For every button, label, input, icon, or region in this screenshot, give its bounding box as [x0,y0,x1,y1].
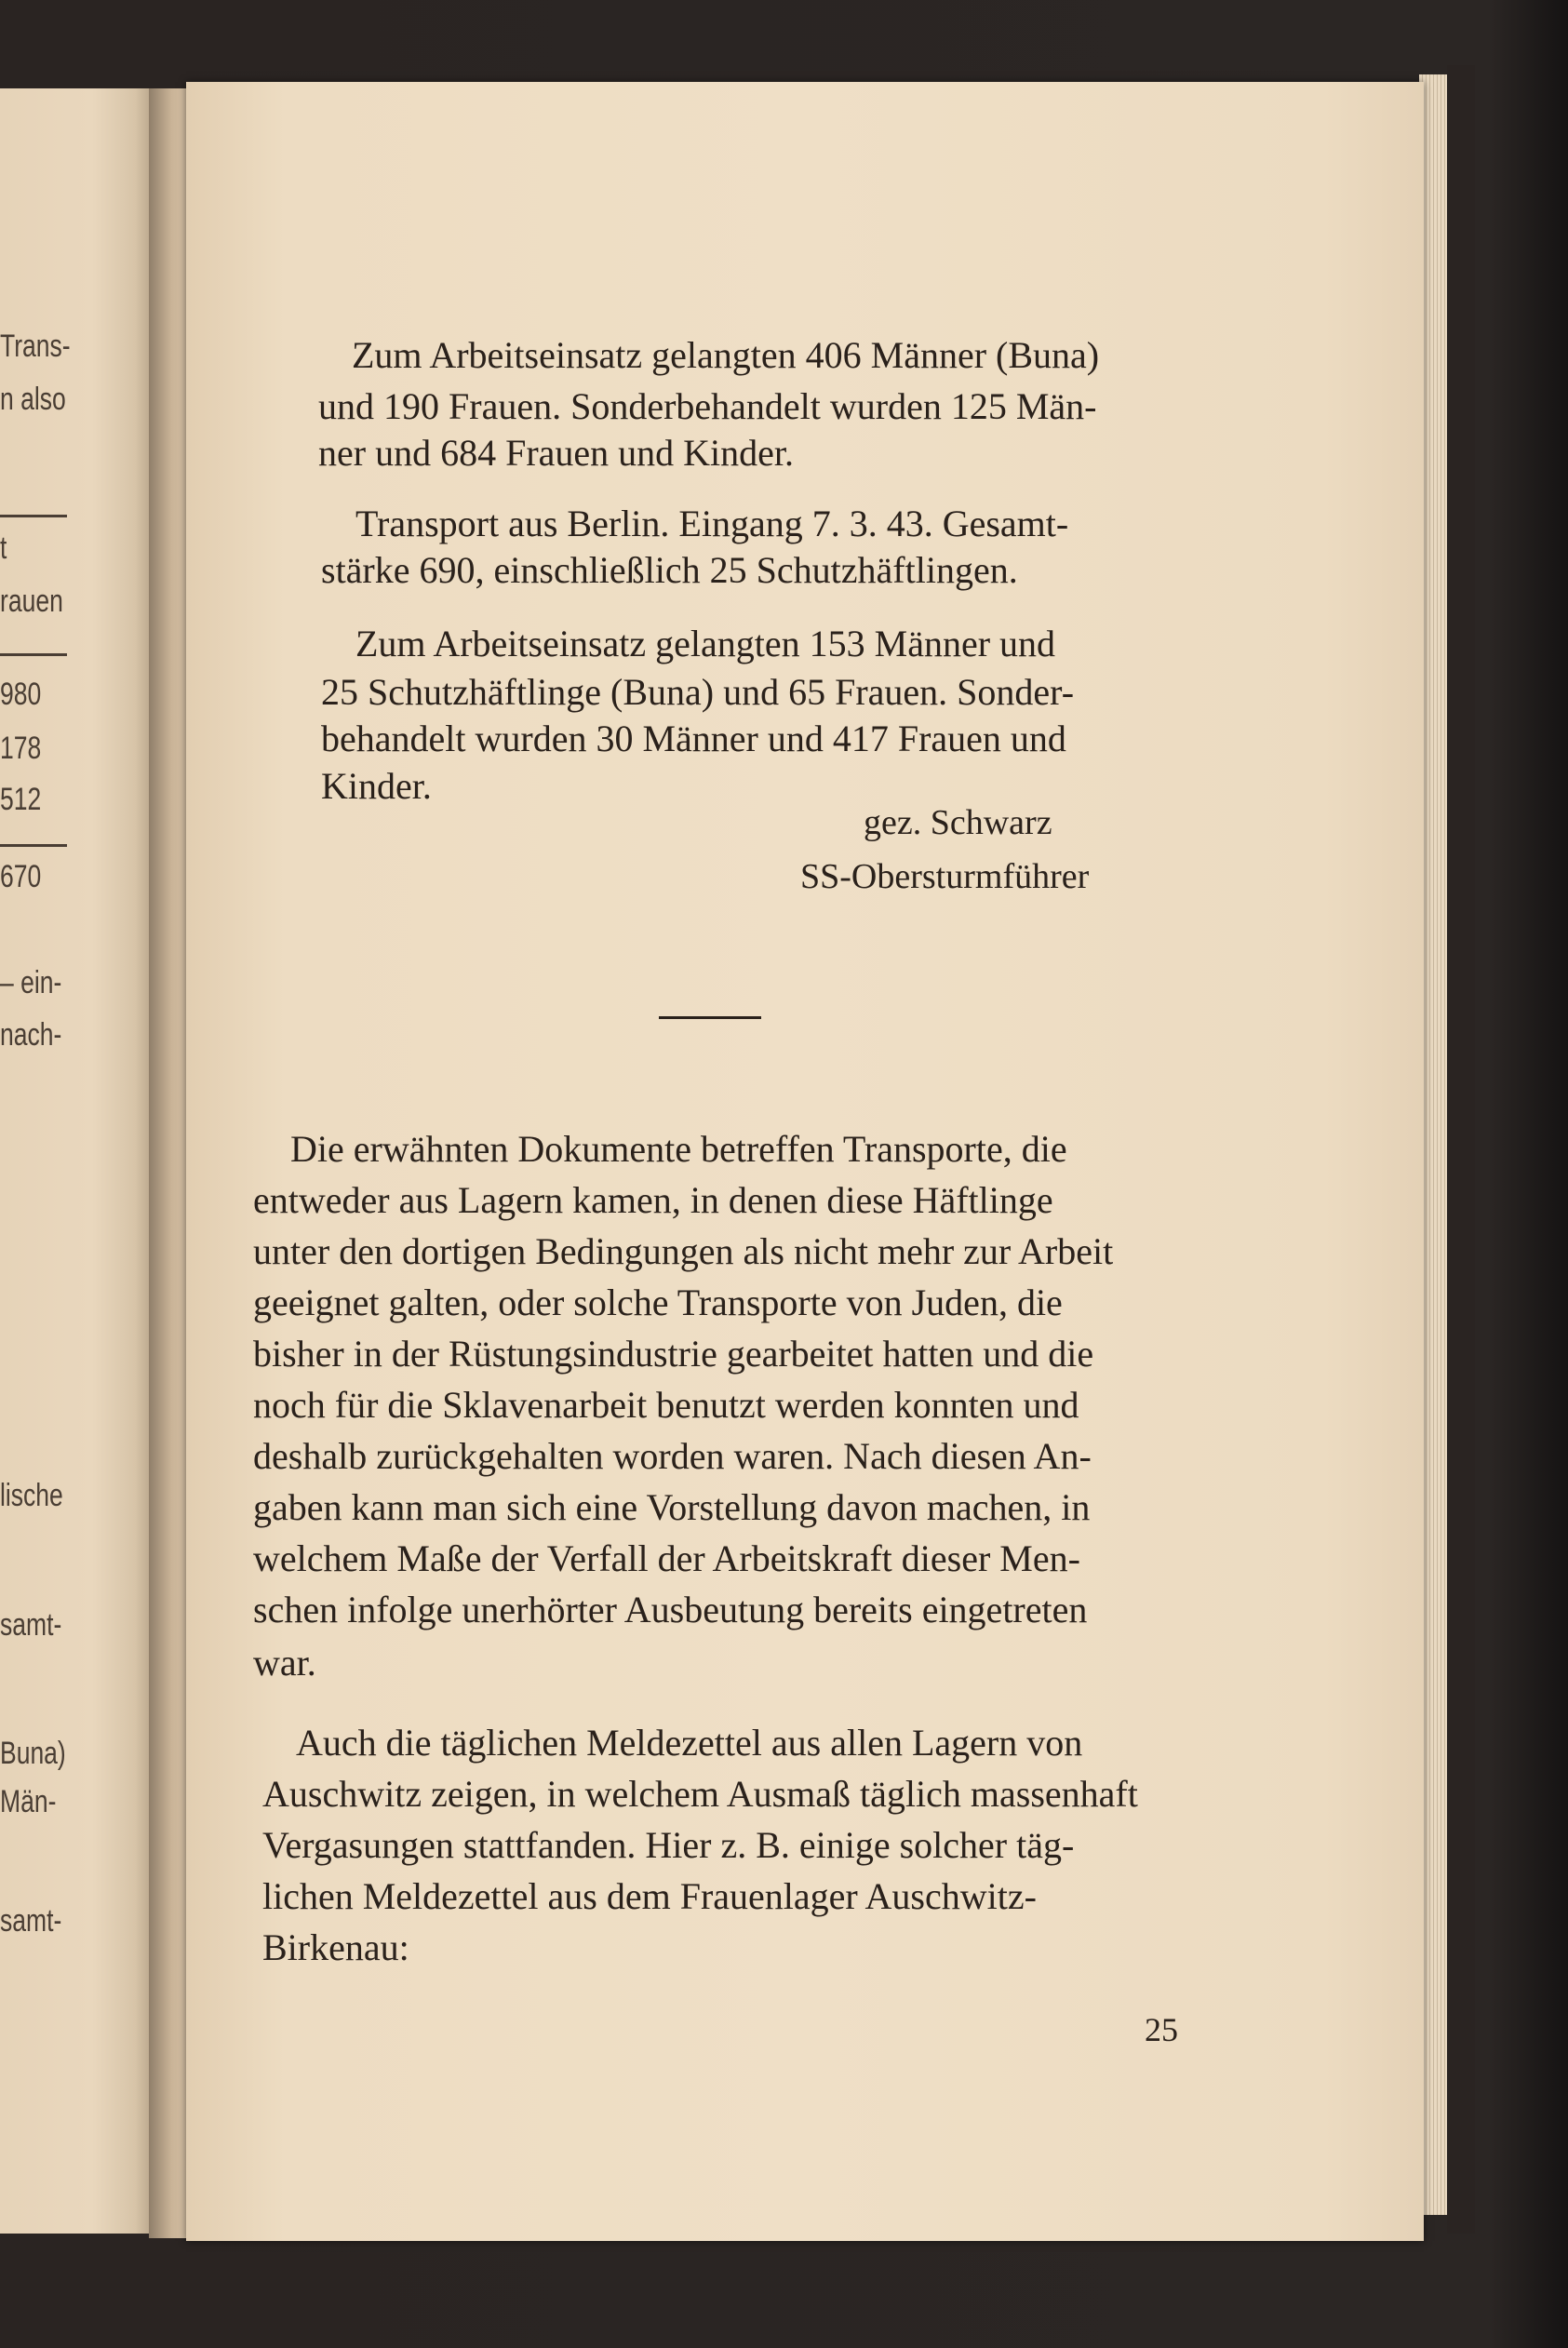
left-fragment: Män- [0,1784,57,1819]
paragraph2-line: Auschwitz zeigen, in welchem Ausmaß täglich massenhaft [262,1773,1138,1815]
paragraph1-line: deshalb zurückgehalten worden waren. Nach diesen An- [253,1435,1092,1477]
left-fragment: samt- [0,1607,62,1643]
left-fragment: 670 [0,859,42,894]
paragraph1-line: unter den dortigen Bedingungen als nicht mehr zur Arbeit [253,1230,1114,1272]
paragraph2-line: lichen Meldezettel aus dem Frauenlager Auschwitz- [262,1875,1037,1917]
paragraph2-line: Vergasungen stattfanden. Hier z. B. einige solcher täg- [262,1824,1075,1866]
left-fragment: nach- [0,1017,62,1053]
block3-line: Zum Arbeitseinsatz gelangten 153 Männer und [355,623,1056,664]
block1-line: Zum Arbeitseinsatz gelangten 406 Männer (Buna) [352,334,1100,376]
left-fragment: t [0,530,7,566]
block2-line: Transport aus Berlin. Eingang 7. 3. 43. Gesamt- [355,503,1069,544]
left-fragment: – ein- [0,965,62,1000]
left-fragment: n also [0,382,66,417]
paragraph1-line: schen infolge unerhörter Ausbeutung bereits eingetreten [253,1589,1088,1630]
block2-line: stärke 690, einschließlich 25 Schutzhäftlingen. [321,549,1018,591]
paragraph1-line: Die erwähnten Dokumente betreffen Transporte, die [290,1128,1067,1170]
paragraph1-line: geeignet galten, oder solche Transporte von Juden, die [253,1281,1063,1323]
paragraph1-line: welchem Maße der Verfall der Arbeitskraft dieser Men- [253,1537,1080,1579]
left-fragment: Buna) [0,1736,66,1771]
paragraph1-line: gaben kann man sich eine Vorstellung davon machen, in [253,1486,1091,1528]
page-number: 25 [1145,2011,1178,2048]
left-fragment: samt- [0,1903,62,1939]
left-fragment: 512 [0,782,42,817]
signature-rank: SS-Obersturmführer [800,857,1090,896]
left-fragment: Trans- [0,329,71,364]
left-fragment: 980 [0,677,42,712]
cover-edge [1447,65,1475,2234]
left-fragment: rauen [0,584,63,619]
paragraph1-line: noch für die Sklavenarbeit benutzt werden konnten und [253,1384,1079,1426]
left-rule [0,653,67,656]
block1-line: ner und 684 Frauen und Kinder. [318,432,795,474]
paragraph1-line: bisher in der Rüstungsindustrie gearbeitet hatten und die [253,1333,1094,1375]
paragraph1-line: entweder aus Lagern kamen, in denen diese Häftlinge [253,1179,1053,1221]
left-fragment: 178 [0,731,42,766]
left-fragment: lische [0,1478,63,1513]
paragraph2-line: Birkenau: [262,1926,409,1968]
block3-line: Kinder. [321,765,432,807]
paragraph2-line: Auch die täglichen Meldezettel aus allen Lagern von [296,1722,1083,1764]
block3-line: behandelt wurden 30 Männer und 417 Frauen und [321,718,1066,759]
left-rule [0,515,67,517]
section-divider [659,1016,761,1019]
block1-line: und 190 Frauen. Sonderbehandelt wurden 125 Män- [318,385,1097,427]
block3-line: 25 Schutzhäftlinge (Buna) und 65 Frauen. Sonder- [321,671,1075,713]
paragraph1-line: war. [253,1642,316,1684]
left-page-edge [0,88,154,2234]
signature-name: gez. Schwarz [864,803,1052,842]
left-rule [0,844,67,847]
